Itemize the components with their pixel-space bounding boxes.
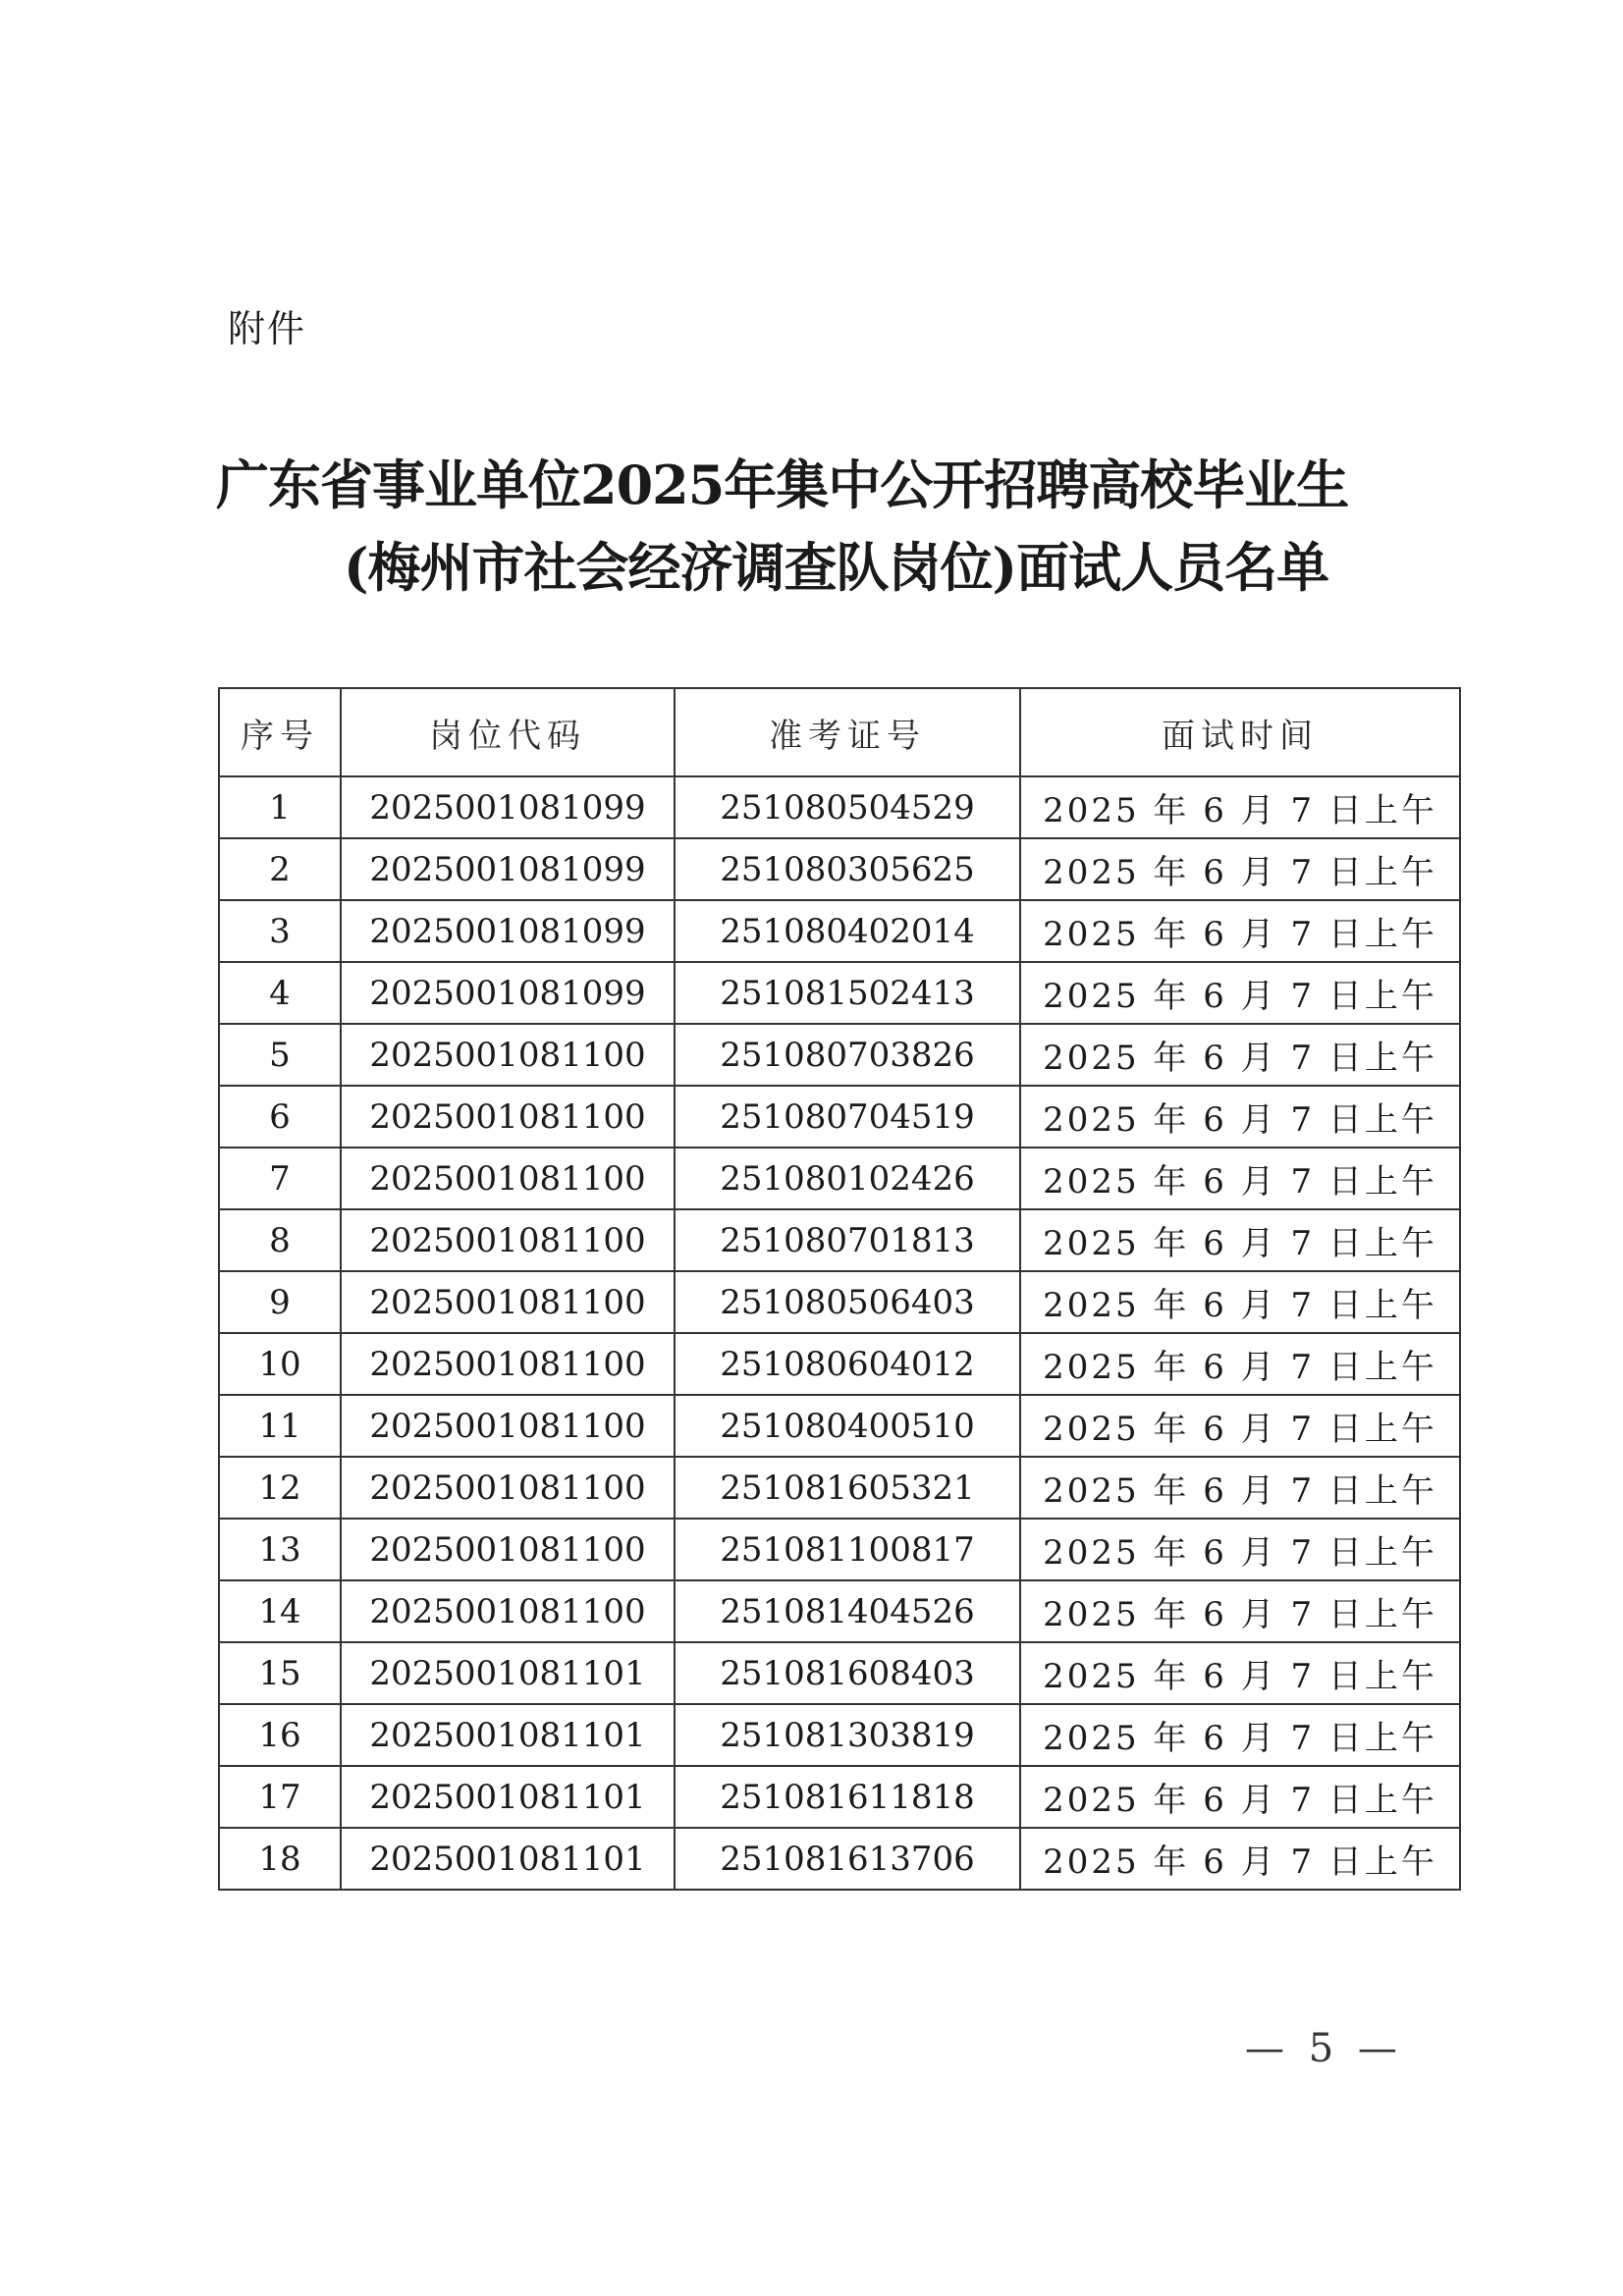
cell-post-code: 2025001081099 [341, 962, 675, 1024]
table-row [219, 1642, 1460, 1704]
table-row [219, 1580, 1460, 1642]
table-row [219, 776, 1460, 838]
title-line-2: (梅州市社会经济调查队岗位)面试人员名单 [344, 536, 1329, 599]
cell-interview-time: 2025 年 6 月 7 日上午 [1020, 962, 1460, 1024]
cell-post-code: 2025001081100 [341, 1395, 675, 1457]
table-row [219, 1457, 1460, 1519]
cell-interview-time: 2025 年 6 月 7 日上午 [1020, 1148, 1460, 1209]
cell-post-code: 2025001081099 [341, 900, 675, 962]
cell-ticket-number: 251080402014 [675, 900, 1020, 962]
cell-seq: 2 [219, 838, 341, 900]
cell-ticket-number: 251081613706 [675, 1828, 1020, 1890]
cell-seq: 1 [219, 776, 341, 838]
cell-seq: 17 [219, 1766, 341, 1828]
cell-interview-time: 2025 年 6 月 7 日上午 [1020, 1704, 1460, 1766]
cell-seq: 10 [219, 1333, 341, 1395]
table-row [219, 1395, 1460, 1457]
cell-interview-time: 2025 年 6 月 7 日上午 [1020, 838, 1460, 900]
cell-post-code: 2025001081100 [341, 1086, 675, 1148]
cell-interview-time: 2025 年 6 月 7 日上午 [1020, 1580, 1460, 1642]
cell-post-code: 2025001081101 [341, 1828, 675, 1890]
cell-seq: 13 [219, 1519, 341, 1580]
cell-ticket-number: 251080506403 [675, 1271, 1020, 1333]
table-header-row [219, 688, 1460, 776]
table-row [219, 1828, 1460, 1890]
cell-interview-time: 2025 年 6 月 7 日上午 [1020, 1395, 1460, 1457]
cell-seq: 11 [219, 1395, 341, 1457]
table-row [219, 1333, 1460, 1395]
cell-interview-time: 2025 年 6 月 7 日上午 [1020, 776, 1460, 838]
cell-seq: 16 [219, 1704, 341, 1766]
cell-seq: 14 [219, 1580, 341, 1642]
cell-post-code: 2025001081100 [341, 1209, 675, 1271]
cell-ticket-number: 251080704519 [675, 1086, 1020, 1148]
cell-interview-time: 2025 年 6 月 7 日上午 [1020, 900, 1460, 962]
table-row [219, 1148, 1460, 1209]
table-row [219, 838, 1460, 900]
header-ticket-number: 准考证号 [675, 688, 1020, 776]
cell-interview-time: 2025 年 6 月 7 日上午 [1020, 1519, 1460, 1580]
table-row [219, 1271, 1460, 1333]
cell-interview-time: 2025 年 6 月 7 日上午 [1020, 1209, 1460, 1271]
page-number: — 5 — [1245, 2026, 1403, 2071]
header-seq: 序号 [219, 688, 341, 776]
cell-interview-time: 2025 年 6 月 7 日上午 [1020, 1828, 1460, 1890]
cell-ticket-number: 251081100817 [675, 1519, 1020, 1580]
cell-post-code: 2025001081100 [341, 1271, 675, 1333]
cell-ticket-number: 251081605321 [675, 1457, 1020, 1519]
cell-ticket-number: 251081611818 [675, 1766, 1020, 1828]
cell-ticket-number: 251080305625 [675, 838, 1020, 900]
cell-ticket-number: 251080400510 [675, 1395, 1020, 1457]
cell-ticket-number: 251081303819 [675, 1704, 1020, 1766]
cell-post-code: 2025001081101 [341, 1704, 675, 1766]
cell-seq: 6 [219, 1086, 341, 1148]
cell-interview-time: 2025 年 6 月 7 日上午 [1020, 1333, 1460, 1395]
title-line-1: 广东省事业单位2025年集中公开招聘高校毕业生 [216, 454, 1349, 516]
cell-seq: 18 [219, 1828, 341, 1890]
cell-ticket-number: 251080604012 [675, 1333, 1020, 1395]
cell-ticket-number: 251081608403 [675, 1642, 1020, 1704]
cell-post-code: 2025001081100 [341, 1333, 675, 1395]
cell-post-code: 2025001081100 [341, 1024, 675, 1086]
cell-interview-time: 2025 年 6 月 7 日上午 [1020, 1457, 1460, 1519]
cell-seq: 8 [219, 1209, 341, 1271]
cell-ticket-number: 251080504529 [675, 776, 1020, 838]
cell-post-code: 2025001081099 [341, 838, 675, 900]
cell-post-code: 2025001081101 [341, 1642, 675, 1704]
header-post-code: 岗位代码 [341, 688, 675, 776]
cell-seq: 12 [219, 1457, 341, 1519]
cell-ticket-number: 251080701813 [675, 1209, 1020, 1271]
table-row [219, 1086, 1460, 1148]
cell-post-code: 2025001081100 [341, 1457, 675, 1519]
cell-post-code: 2025001081100 [341, 1519, 675, 1580]
cell-seq: 9 [219, 1271, 341, 1333]
cell-seq: 7 [219, 1148, 341, 1209]
cell-seq: 4 [219, 962, 341, 1024]
interview-roster-table [218, 687, 1461, 1891]
table-row [219, 1519, 1460, 1580]
cell-post-code: 2025001081099 [341, 776, 675, 838]
cell-ticket-number: 251080703826 [675, 1024, 1020, 1086]
cell-interview-time: 2025 年 6 月 7 日上午 [1020, 1024, 1460, 1086]
cell-post-code: 2025001081100 [341, 1148, 675, 1209]
cell-interview-time: 2025 年 6 月 7 日上午 [1020, 1642, 1460, 1704]
cell-ticket-number: 251080102426 [675, 1148, 1020, 1209]
table-row [219, 900, 1460, 962]
cell-post-code: 2025001081100 [341, 1580, 675, 1642]
header-interview-time: 面试时间 [1020, 688, 1460, 776]
document-title [216, 444, 1394, 609]
cell-ticket-number: 251081404526 [675, 1580, 1020, 1642]
cell-seq: 5 [219, 1024, 341, 1086]
attachment-label: 附件 [228, 307, 307, 350]
cell-post-code: 2025001081101 [341, 1766, 675, 1828]
table-row [219, 1704, 1460, 1766]
table-row [219, 1024, 1460, 1086]
cell-seq: 3 [219, 900, 341, 962]
cell-seq: 15 [219, 1642, 341, 1704]
cell-interview-time: 2025 年 6 月 7 日上午 [1020, 1766, 1460, 1828]
cell-interview-time: 2025 年 6 月 7 日上午 [1020, 1271, 1460, 1333]
cell-ticket-number: 251081502413 [675, 962, 1020, 1024]
table-row [219, 962, 1460, 1024]
table-row [219, 1766, 1460, 1828]
table-row [219, 1209, 1460, 1271]
cell-interview-time: 2025 年 6 月 7 日上午 [1020, 1086, 1460, 1148]
